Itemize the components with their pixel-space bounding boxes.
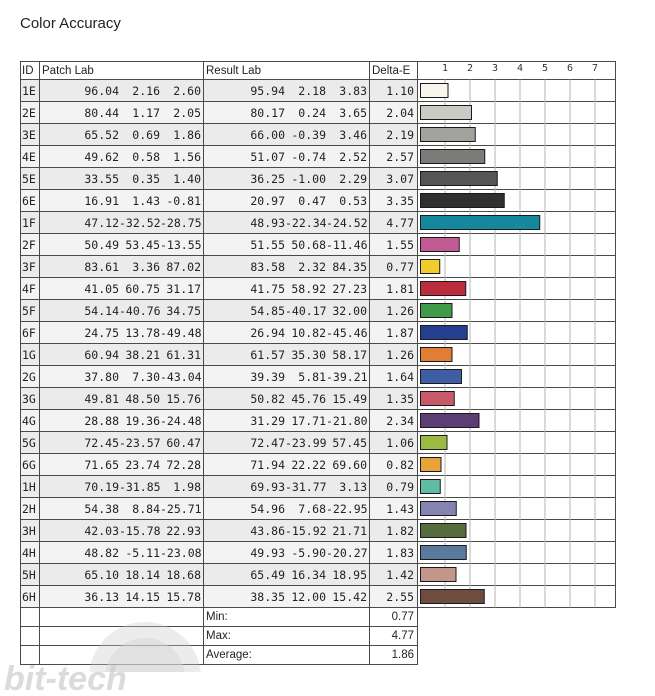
delta-e-value: 1.43 [370, 498, 418, 520]
patch-lab-L: 48.82 [84, 545, 119, 560]
patch-lab-b: 2.05 [173, 105, 201, 120]
result-lab-cell [204, 80, 370, 102]
row-id: 3F [21, 256, 40, 278]
bar-3G [421, 392, 455, 406]
delta-e-value: 1.55 [370, 234, 418, 256]
patch-lab-b: 1.40 [173, 171, 201, 186]
patch-lab-a: 48.50 [125, 391, 160, 406]
result-lab-a: 5.81 [298, 369, 326, 384]
result-lab-cell [204, 212, 370, 234]
patch-lab-b: 22.93 [166, 523, 201, 538]
summary-label: Average: [204, 646, 370, 665]
result-lab-b: -24.52 [326, 215, 368, 230]
patch-lab-b: 1.56 [173, 149, 201, 164]
result-lab-L: 36.25 [250, 171, 285, 186]
delta-e-value: 1.42 [370, 564, 418, 586]
result-lab-a: 10.82 [291, 325, 326, 340]
patch-lab-b: 1.86 [173, 127, 201, 142]
bit-tech-watermark [0, 610, 230, 696]
header-patch-lab: Patch Lab [40, 62, 204, 80]
result-lab-cell [204, 102, 370, 124]
bar-1E [421, 84, 449, 98]
summary-empty [418, 646, 616, 665]
result-lab-L: 54.85 [250, 303, 285, 318]
patch-lab-L: 83.61 [84, 259, 119, 274]
result-lab-cell [204, 520, 370, 542]
patch-lab-a: 60.75 [125, 281, 160, 296]
result-lab-L: 83.58 [250, 259, 285, 274]
result-lab-a: 17.71 [291, 413, 326, 428]
result-lab-L: 39.39 [250, 369, 285, 384]
bar-4F [421, 282, 466, 296]
watermark-text: bit-tech [4, 660, 127, 696]
delta-e-value: 3.07 [370, 168, 418, 190]
delta-e-value: 1.87 [370, 322, 418, 344]
result-lab-b: 2.52 [339, 149, 367, 164]
patch-lab-cell [40, 80, 204, 102]
patch-lab-L: 54.14 [84, 303, 119, 318]
result-lab-a: 45.76 [291, 391, 326, 406]
bar-3F [421, 260, 440, 274]
patch-lab-cell [40, 234, 204, 256]
patch-lab-cell [40, 168, 204, 190]
result-lab-b: 3.65 [339, 105, 367, 120]
patch-lab-cell [40, 542, 204, 564]
patch-lab-b: -23.08 [160, 545, 202, 560]
result-lab-cell [204, 366, 370, 388]
result-lab-cell [204, 410, 370, 432]
x-tick-label: 6 [566, 63, 574, 74]
result-lab-cell [204, 168, 370, 190]
x-tick-label: 5 [541, 63, 549, 74]
patch-lab-L: 47.12 [84, 215, 119, 230]
patch-lab-b: -0.81 [166, 193, 201, 208]
summary-label: Max: [204, 627, 370, 646]
result-lab-L: 66.00 [250, 127, 285, 142]
patch-lab-L: 70.19 [84, 479, 119, 494]
row-id: 3G [21, 388, 40, 410]
result-lab-cell [204, 256, 370, 278]
patch-lab-b: -43.04 [160, 369, 202, 384]
patch-lab-cell [40, 476, 204, 498]
delta-e-value: 1.82 [370, 520, 418, 542]
bar-2G [421, 370, 462, 384]
result-lab-L: 48.93 [250, 215, 285, 230]
result-lab-b: 18.95 [332, 567, 367, 582]
patch-lab-a: -31.85 [119, 479, 161, 494]
result-lab-a: 35.30 [291, 347, 326, 362]
delta-e-value: 1.64 [370, 366, 418, 388]
patch-lab-a: -23.57 [119, 435, 161, 450]
bar-5E [421, 172, 498, 186]
delta-e-value: 1.26 [370, 344, 418, 366]
patch-lab-b: 72.28 [166, 457, 201, 472]
delta-e-value: 0.77 [370, 256, 418, 278]
delta-e-value: 2.57 [370, 146, 418, 168]
result-lab-a: 12.00 [291, 589, 326, 604]
patch-lab-cell [40, 586, 204, 608]
row-id: 5E [21, 168, 40, 190]
result-lab-b: 15.49 [332, 391, 367, 406]
row-id: 1F [21, 212, 40, 234]
result-lab-L: 69.93 [250, 479, 285, 494]
row-id: 4H [21, 542, 40, 564]
result-lab-cell [204, 190, 370, 212]
row-id: 5H [21, 564, 40, 586]
patch-lab-L: 28.88 [84, 413, 119, 428]
result-lab-cell [204, 234, 370, 256]
result-lab-a: -31.77 [285, 479, 327, 494]
result-lab-b: 3.13 [339, 479, 367, 494]
patch-lab-cell [40, 300, 204, 322]
result-lab-cell [204, 344, 370, 366]
patch-lab-b: 2.60 [173, 83, 201, 98]
result-lab-b: -22.95 [326, 501, 368, 516]
patch-lab-a: -15.78 [119, 523, 161, 538]
result-lab-a: 0.47 [298, 193, 326, 208]
result-lab-L: 51.07 [250, 149, 285, 164]
delta-e-value: 1.35 [370, 388, 418, 410]
row-id: 4F [21, 278, 40, 300]
patch-lab-a: 2.16 [132, 83, 160, 98]
patch-lab-L: 42.03 [84, 523, 119, 538]
result-lab-cell [204, 542, 370, 564]
result-lab-L: 61.57 [250, 347, 285, 362]
bar-3E [421, 128, 476, 142]
delta-e-value: 1.06 [370, 432, 418, 454]
patch-lab-cell [40, 388, 204, 410]
row-id: 1H [21, 476, 40, 498]
result-lab-L: 71.94 [250, 457, 285, 472]
result-lab-a: 2.32 [298, 259, 326, 274]
patch-lab-b: -25.71 [160, 501, 202, 516]
row-id: 1G [21, 344, 40, 366]
summary-empty [418, 608, 616, 627]
result-lab-cell [204, 498, 370, 520]
result-lab-b: 3.83 [339, 83, 367, 98]
delta-e-value: 1.26 [370, 300, 418, 322]
patch-lab-L: 36.13 [84, 589, 119, 604]
row-id: 2E [21, 102, 40, 124]
patch-lab-cell [40, 102, 204, 124]
patch-lab-b: 31.17 [166, 281, 201, 296]
result-lab-a: -5.90 [291, 545, 326, 560]
result-lab-b: 57.45 [332, 435, 367, 450]
bar-2E [421, 106, 472, 120]
result-lab-cell [204, 146, 370, 168]
result-lab-L: 65.49 [250, 567, 285, 582]
delta-e-value: 1.10 [370, 80, 418, 102]
result-lab-b: -11.46 [326, 237, 368, 252]
bar-6E [421, 194, 505, 208]
row-id: 5F [21, 300, 40, 322]
patch-lab-a: 1.17 [132, 105, 160, 120]
result-lab-b: -21.80 [326, 413, 368, 428]
bar-2H [421, 502, 457, 516]
bar-4E [421, 150, 485, 164]
patch-lab-b: -13.55 [160, 237, 202, 252]
bar-6H [421, 590, 485, 604]
result-lab-b: 21.71 [332, 523, 367, 538]
delta-e-value: 2.04 [370, 102, 418, 124]
result-lab-a: 2.18 [298, 83, 326, 98]
patch-lab-b: -28.75 [160, 215, 202, 230]
x-tick-label: 1 [441, 63, 449, 74]
result-lab-cell [204, 124, 370, 146]
delta-e-value: 2.19 [370, 124, 418, 146]
result-lab-b: 0.53 [339, 193, 367, 208]
patch-lab-a: -5.11 [125, 545, 160, 560]
result-lab-a: 22.22 [291, 457, 326, 472]
x-tick-label: 2 [466, 63, 474, 74]
patch-lab-cell [40, 564, 204, 586]
patch-lab-L: 72.45 [84, 435, 119, 450]
result-lab-a: -15.92 [285, 523, 327, 538]
result-lab-L: 80.17 [250, 105, 285, 120]
patch-lab-L: 16.91 [84, 193, 119, 208]
patch-lab-cell [40, 454, 204, 476]
patch-lab-a: 1.43 [132, 193, 160, 208]
patch-lab-cell [40, 190, 204, 212]
x-tick-label: 3 [491, 63, 499, 74]
result-lab-cell [204, 564, 370, 586]
result-lab-cell [204, 586, 370, 608]
delta-e-value: 2.34 [370, 410, 418, 432]
result-lab-L: 51.55 [250, 237, 285, 252]
patch-lab-cell [40, 432, 204, 454]
patch-lab-b: 87.02 [166, 259, 201, 274]
result-lab-a: -0.74 [291, 149, 326, 164]
summary-value: 4.77 [370, 627, 418, 646]
patch-lab-a: 13.78 [125, 325, 160, 340]
result-lab-b: 32.00 [332, 303, 367, 318]
bar-1G [421, 348, 453, 362]
summary-label: Min: [204, 608, 370, 627]
result-lab-cell [204, 278, 370, 300]
patch-lab-L: 96.04 [84, 83, 119, 98]
header-id: ID [21, 62, 40, 80]
patch-lab-L: 49.62 [84, 149, 119, 164]
row-id: 1E [21, 80, 40, 102]
result-lab-a: -23.99 [285, 435, 327, 450]
patch-lab-a: 38.21 [125, 347, 160, 362]
result-lab-b: 15.42 [332, 589, 367, 604]
patch-lab-L: 65.10 [84, 567, 119, 582]
patch-lab-a: 0.35 [132, 171, 160, 186]
patch-lab-cell [40, 278, 204, 300]
bar-2F [421, 238, 460, 252]
delta-e-value: 2.55 [370, 586, 418, 608]
delta-e-value: 0.82 [370, 454, 418, 476]
patch-lab-b: 15.76 [166, 391, 201, 406]
result-lab-cell [204, 322, 370, 344]
delta-e-value: 1.83 [370, 542, 418, 564]
result-lab-L: 72.47 [250, 435, 285, 450]
result-lab-L: 95.94 [250, 83, 285, 98]
patch-lab-a: 18.14 [125, 567, 160, 582]
result-lab-cell [204, 388, 370, 410]
row-id: 3E [21, 124, 40, 146]
patch-lab-a: 53.45 [125, 237, 160, 252]
bar-6F [421, 326, 468, 340]
result-lab-cell [204, 432, 370, 454]
result-lab-L: 43.86 [250, 523, 285, 538]
result-lab-b: 69.60 [332, 457, 367, 472]
patch-lab-L: 71.65 [84, 457, 119, 472]
result-lab-L: 26.94 [250, 325, 285, 340]
patch-lab-a: 0.58 [132, 149, 160, 164]
result-lab-b: -20.27 [326, 545, 368, 560]
result-lab-L: 31.29 [250, 413, 285, 428]
header-result-lab: Result Lab [204, 62, 370, 80]
result-lab-a: 16.34 [291, 567, 326, 582]
result-lab-L: 54.96 [250, 501, 285, 516]
row-id: 5G [21, 432, 40, 454]
result-lab-b: 3.46 [339, 127, 367, 142]
summary-value: 0.77 [370, 608, 418, 627]
row-id: 6F [21, 322, 40, 344]
result-lab-a: -1.00 [291, 171, 326, 186]
result-lab-a: 58.92 [291, 281, 326, 296]
delta-e-value: 1.81 [370, 278, 418, 300]
patch-lab-a: 14.15 [125, 589, 160, 604]
bar-4G [421, 414, 480, 428]
result-lab-L: 41.75 [250, 281, 285, 296]
patch-lab-a: 7.30 [132, 369, 160, 384]
patch-lab-cell [40, 322, 204, 344]
bar-5G [421, 436, 448, 450]
chart-title: Color Accuracy [20, 15, 121, 32]
patch-lab-b: 61.31 [166, 347, 201, 362]
patch-lab-L: 50.49 [84, 237, 119, 252]
result-lab-cell [204, 476, 370, 498]
result-lab-a: 50.68 [291, 237, 326, 252]
patch-lab-L: 80.44 [84, 105, 119, 120]
row-id: 2G [21, 366, 40, 388]
patch-lab-cell [40, 124, 204, 146]
patch-lab-cell [40, 344, 204, 366]
result-lab-L: 20.97 [250, 193, 285, 208]
x-tick-label: 7 [591, 63, 599, 74]
patch-lab-b: -24.48 [160, 413, 202, 428]
patch-lab-a: -40.76 [119, 303, 161, 318]
result-lab-a: -22.34 [285, 215, 327, 230]
patch-lab-b: 34.75 [166, 303, 201, 318]
patch-lab-L: 49.81 [84, 391, 119, 406]
patch-lab-b: -49.48 [160, 325, 202, 340]
patch-lab-cell [40, 212, 204, 234]
patch-lab-b: 15.78 [166, 589, 201, 604]
patch-lab-a: 23.74 [125, 457, 160, 472]
header-delta-e: Delta-E [370, 62, 418, 80]
patch-lab-cell [40, 366, 204, 388]
patch-lab-a: 0.69 [132, 127, 160, 142]
bar-1F [421, 216, 540, 230]
bar-5F [421, 304, 453, 318]
result-lab-a: -40.17 [285, 303, 327, 318]
patch-lab-L: 41.05 [84, 281, 119, 296]
summary-value: 1.86 [370, 646, 418, 665]
result-lab-L: 50.82 [250, 391, 285, 406]
patch-lab-b: 60.47 [166, 435, 201, 450]
bar-3H [421, 524, 467, 538]
result-lab-b: 27.23 [332, 281, 367, 296]
x-tick-label: 4 [516, 63, 524, 74]
result-lab-b: 84.35 [332, 259, 367, 274]
row-id: 6E [21, 190, 40, 212]
patch-lab-cell [40, 498, 204, 520]
patch-lab-L: 54.38 [84, 501, 119, 516]
patch-lab-L: 33.55 [84, 171, 119, 186]
result-lab-b: 2.29 [339, 171, 367, 186]
result-lab-a: 7.68 [298, 501, 326, 516]
patch-lab-cell [40, 520, 204, 542]
row-id: 6H [21, 586, 40, 608]
row-id: 4G [21, 410, 40, 432]
bar-6G [421, 458, 442, 472]
patch-lab-b: 18.68 [166, 567, 201, 582]
bar-1H [421, 480, 441, 494]
patch-lab-a: 3.36 [132, 259, 160, 274]
patch-lab-L: 65.52 [84, 127, 119, 142]
patch-lab-L: 37.80 [84, 369, 119, 384]
patch-lab-L: 24.75 [84, 325, 119, 340]
result-lab-b: -39.21 [326, 369, 368, 384]
row-id: 3H [21, 520, 40, 542]
patch-lab-a: 8.84 [132, 501, 160, 516]
row-id: 6G [21, 454, 40, 476]
result-lab-b: 58.17 [332, 347, 367, 362]
delta-e-value: 0.79 [370, 476, 418, 498]
bar-4H [421, 546, 467, 560]
delta-e-value: 3.35 [370, 190, 418, 212]
row-id: 4E [21, 146, 40, 168]
result-lab-a: 0.24 [298, 105, 326, 120]
patch-lab-a: 19.36 [125, 413, 160, 428]
result-lab-L: 49.93 [250, 545, 285, 560]
patch-lab-b: 1.98 [173, 479, 201, 494]
delta-e-value: 4.77 [370, 212, 418, 234]
result-lab-cell [204, 300, 370, 322]
patch-lab-a: -32.52 [119, 215, 161, 230]
patch-lab-L: 60.94 [84, 347, 119, 362]
patch-lab-cell [40, 410, 204, 432]
result-lab-L: 38.35 [250, 589, 285, 604]
patch-lab-cell [40, 256, 204, 278]
result-lab-a: -0.39 [291, 127, 326, 142]
delta-e-bar-chart [420, 61, 620, 610]
result-lab-cell [204, 454, 370, 476]
patch-lab-cell [40, 146, 204, 168]
row-id: 2H [21, 498, 40, 520]
result-lab-b: -45.46 [326, 325, 368, 340]
row-id: 2F [21, 234, 40, 256]
summary-empty [418, 627, 616, 646]
bar-5H [421, 568, 457, 582]
